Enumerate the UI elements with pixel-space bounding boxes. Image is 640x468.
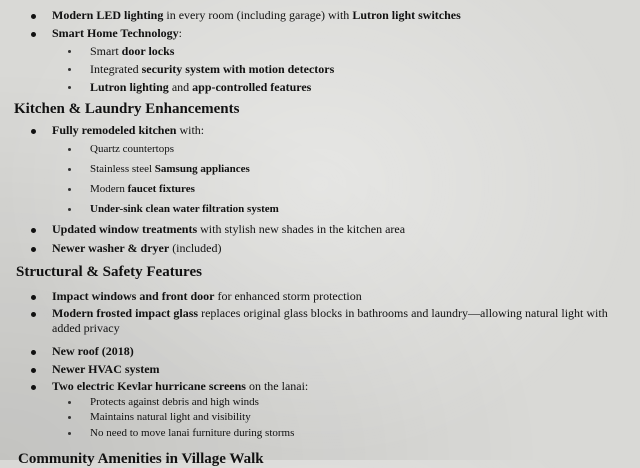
list-item-frosted-glass xyxy=(52,306,612,336)
item-text: Protects against debris and high winds xyxy=(90,396,259,408)
item-bold: security system with motion detectors xyxy=(141,62,335,76)
item-text: (included) xyxy=(169,241,222,255)
section-heading-structural: Structural & Safety Features xyxy=(16,264,202,280)
item-bold: Samsung appliances xyxy=(154,163,250,175)
item-bold: Under-sink clean water filtration system xyxy=(90,203,279,215)
section-heading-community: Community Amenities in Village Walk xyxy=(18,451,264,467)
sub-item-appliances xyxy=(90,162,620,177)
item-bold: faucet fixtures xyxy=(127,183,195,195)
sub-item-quartz xyxy=(90,142,620,157)
item-text: Integrated xyxy=(90,62,142,76)
item-bold: Fully remodeled kitchen xyxy=(52,123,177,137)
list-item-new-roof xyxy=(52,344,622,359)
item-bold: Newer HVAC system xyxy=(52,362,160,376)
item-text: : xyxy=(178,26,183,40)
item-bold: New roof (2018) xyxy=(52,344,134,358)
list-item-smart-home xyxy=(52,26,622,41)
item-text: and xyxy=(168,80,193,94)
sub-item-debris xyxy=(90,395,620,410)
item-bold: door locks xyxy=(121,44,175,58)
list-item-impact-windows xyxy=(52,289,622,304)
item-bold: app-controlled features xyxy=(192,80,312,94)
item-text: on the lanai: xyxy=(245,379,309,393)
sub-item-filtration xyxy=(90,202,620,217)
item-text: with: xyxy=(176,123,205,137)
list-item-hvac xyxy=(52,362,622,377)
item-bold: Modern LED lighting xyxy=(52,8,164,22)
sub-item-faucet xyxy=(90,182,620,197)
sub-item-natural-light xyxy=(90,410,620,425)
item-text: for enhanced storm protection xyxy=(214,289,362,303)
item-text: Maintains natural light and visibility xyxy=(90,411,251,423)
item-bold: Lutron lighting xyxy=(90,80,169,94)
sub-item-door-locks xyxy=(90,44,620,59)
list-item-washer-dryer xyxy=(52,241,622,256)
item-bold: Updated window treatments xyxy=(52,222,198,236)
item-text: No need to move lanai furniture during storms xyxy=(90,427,295,439)
list-item-window-treatments xyxy=(52,222,622,237)
item-bold: Two electric Kevlar hurricane screens xyxy=(52,379,246,393)
item-text: Stainless steel xyxy=(90,163,155,175)
item-bold: Newer washer & dryer xyxy=(52,241,170,255)
item-text: replaces original glass blocks in bathrooms and laundry—allowing natural light with added privacy xyxy=(52,306,608,335)
item-text: Quartz countertops xyxy=(90,143,174,155)
item-bold: Modern frosted impact glass xyxy=(52,306,199,320)
sub-item-security-system xyxy=(90,62,620,77)
item-bold: Lutron light switches xyxy=(352,8,461,22)
list-item-remodeled-kitchen xyxy=(52,123,622,138)
item-text: Smart xyxy=(90,44,122,58)
item-bold: Smart Home Technology xyxy=(52,26,179,40)
list-item-led-lighting xyxy=(52,8,622,23)
sub-item-lutron-lighting xyxy=(90,80,620,95)
item-text: Modern xyxy=(90,183,128,195)
list-item-hurricane-screens xyxy=(52,379,622,394)
item-text: with stylish new shades in the kitchen area xyxy=(197,222,406,236)
item-bold: Impact windows and front door xyxy=(52,289,215,303)
section-heading-kitchen: Kitchen & Laundry Enhancements xyxy=(14,101,240,117)
item-text: in every room (including garage) with xyxy=(163,8,353,22)
sub-item-furniture xyxy=(90,426,620,441)
